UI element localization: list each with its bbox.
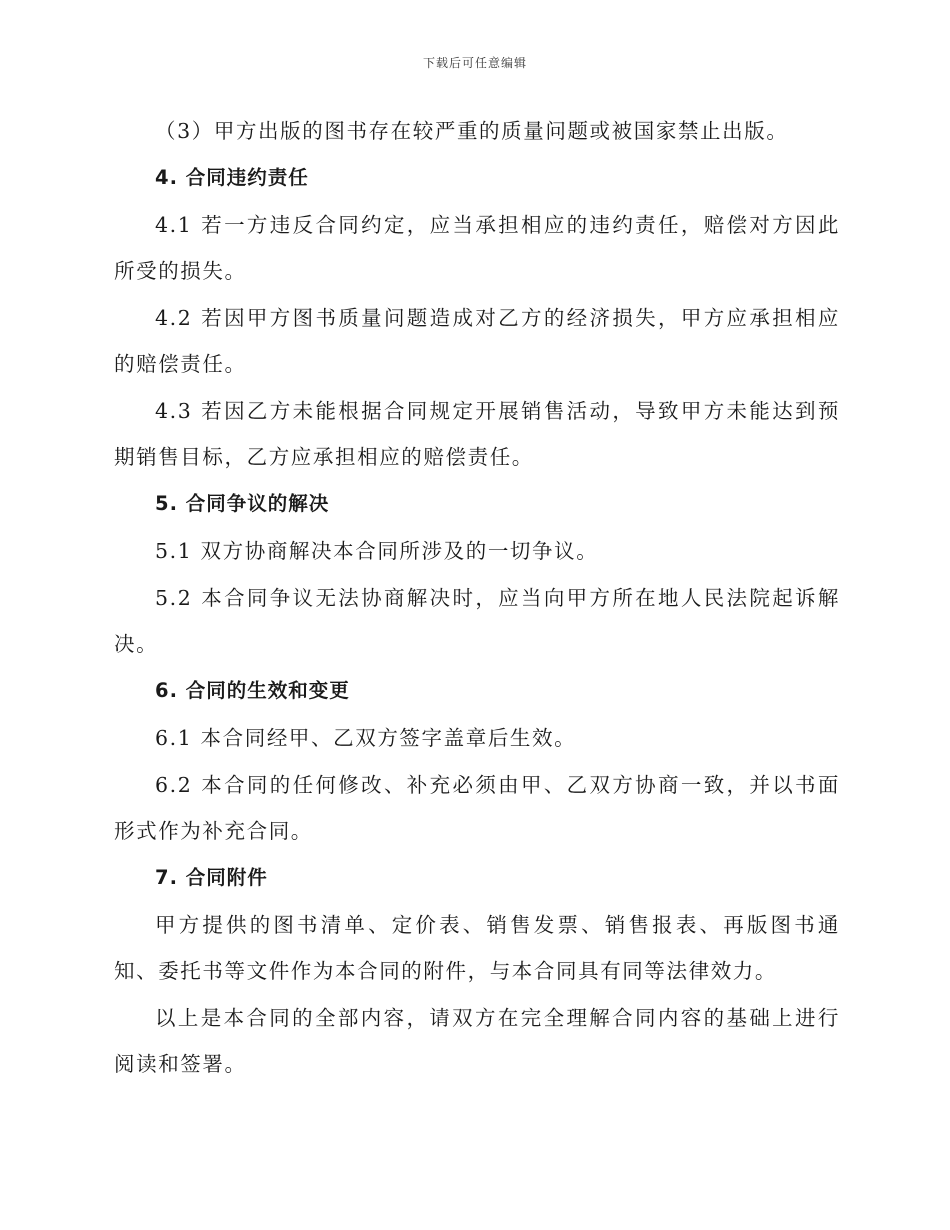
- clause-6-1: 6.1 本合同经甲、乙双方签字盖章后生效。: [155, 726, 577, 750]
- page-header: 下载后可任意编辑: [422, 56, 527, 70]
- clause-5-1: 5.1 双方协商解决本合同所涉及的一切争议。: [155, 539, 599, 563]
- attachment-paragraph: 甲方提供的图书清单、定价表、销售发票、销售报表、再版图书通知、委托书等文件作为本合同的附件，与本合同具有同等法律效力。: [114, 913, 840, 983]
- section-heading-4: 4. 合同违约责任: [155, 166, 309, 189]
- section-heading-5: 5. 合同争议的解决: [155, 492, 330, 515]
- section-heading-6: 6. 合同的生效和变更: [155, 679, 350, 702]
- clause-6-2: 6.2 本合同的任何修改、补充必须由甲、乙双方协商一致，并以书面形式作为补充合同。: [114, 773, 840, 843]
- clause-4-2: 4.2 若因甲方图书质量问题造成对乙方的经济损失，甲方应承担相应的赔偿责任。: [114, 306, 840, 376]
- clause-5-2: 5.2 本合同争议无法协商解决时，应当向甲方所在地人民法院起诉解决。: [114, 586, 840, 656]
- clause-4-3: 4.3 若因乙方未能根据合同规定开展销售活动，导致甲方未能达到预期销售目标，乙方应承担相应的赔偿责任。: [114, 399, 840, 469]
- clause-3-3: （3）甲方出版的图书存在较严重的质量问题或被国家禁止出版。: [155, 119, 789, 143]
- closing-paragraph: 以上是本合同的全部内容，请双方在完全理解合同内容的基础上进行阅读和签署。: [114, 1006, 840, 1076]
- section-heading-7: 7. 合同附件: [155, 866, 268, 889]
- document-body: [114, 108, 840, 1088]
- clause-4-1: 4.1 若一方违反合同约定，应当承担相应的违约责任，赔偿对方因此所受的损失。: [114, 213, 840, 283]
